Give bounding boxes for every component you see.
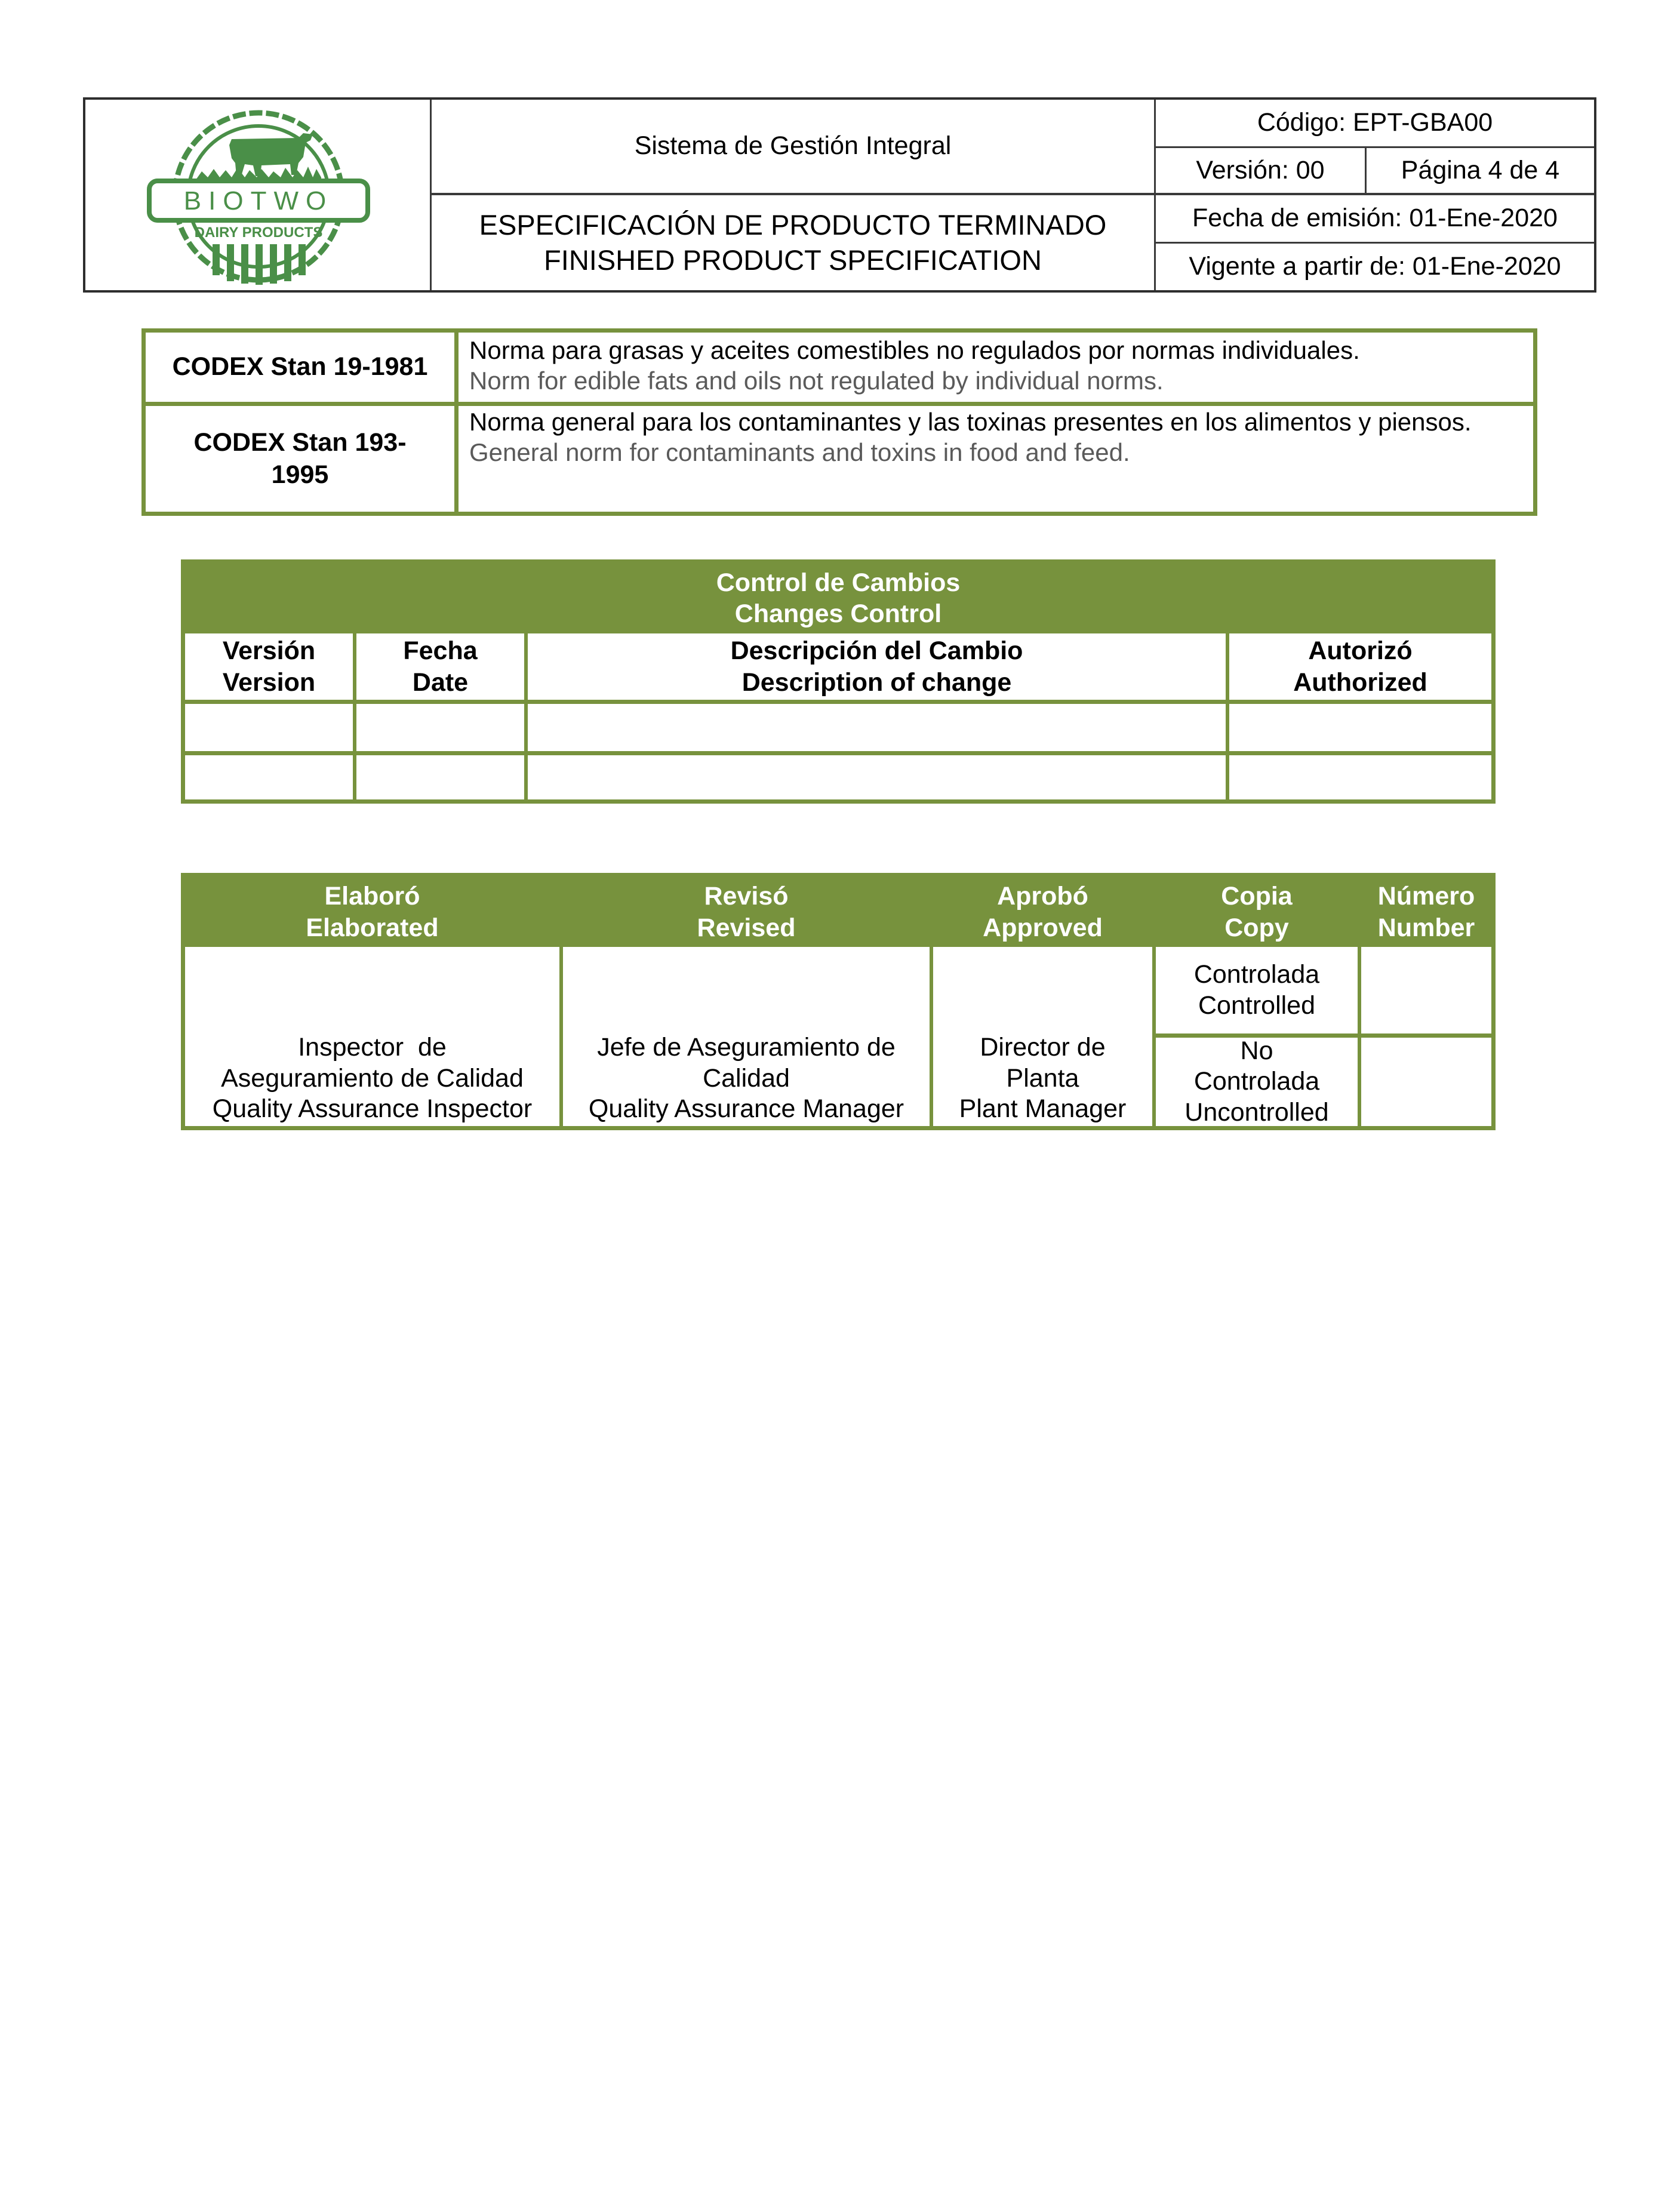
- column-header-number: [1361, 877, 1491, 947]
- codex-standard-code: CODEX Stan 193-: [193, 427, 407, 457]
- approval-signatures-table: [181, 873, 1496, 1130]
- column-header-date: [356, 633, 524, 700]
- codex-standards-table: [141, 328, 1537, 516]
- column-header-en: Version: [222, 668, 316, 697]
- table-row-description: [469, 335, 1526, 401]
- column-header-en: Revised: [697, 913, 796, 942]
- divider: [185, 751, 1491, 755]
- effective-date: [1156, 244, 1594, 290]
- column-header-copy: [1156, 877, 1358, 947]
- approved-signature-cell[interactable]: [933, 947, 1152, 1126]
- document-code-text: Código: EPT-GBA00: [1257, 108, 1493, 137]
- column-header-authorized: [1229, 633, 1491, 700]
- copy-type-es: No: [1240, 1036, 1273, 1065]
- divider: [146, 402, 1533, 406]
- system-name: [432, 100, 1154, 193]
- page-number: [1367, 148, 1594, 193]
- issue-date: [1156, 195, 1594, 242]
- column-header-description: [528, 633, 1226, 700]
- cell-authorized[interactable]: [1229, 755, 1491, 799]
- description-es: Norma para grasas y aceites comestibles no regulados por normas individuales.: [469, 336, 1360, 364]
- description-es: Norma general para los contaminantes y las toxinas presentes en los alimentos y piensos.: [469, 408, 1472, 436]
- description-en: Norm for edible fats and oils not regulated by individual norms.: [469, 367, 1164, 395]
- cell-version[interactable]: [185, 704, 353, 751]
- codex-standard-code: CODEX Stan 19-1981: [172, 352, 428, 382]
- number-uncontrolled-cell[interactable]: [1361, 1038, 1491, 1126]
- column-header-en: Description of change: [741, 668, 1012, 697]
- column-header-version: [185, 633, 353, 700]
- column-header-es: Descripción del Cambio: [730, 636, 1023, 666]
- column-header-es: Número: [1377, 882, 1475, 911]
- column-header-en: Copy: [1224, 913, 1289, 942]
- copy-type-es-cont: Controlada: [1193, 1067, 1320, 1096]
- change-control-title-en: Changes Control: [734, 599, 942, 628]
- document-version-text: Versión: 00: [1196, 155, 1325, 184]
- table-row: [185, 704, 1491, 751]
- column-header-approved: [933, 877, 1152, 947]
- column-header-es: Autorizó: [1308, 636, 1413, 666]
- divider: [1152, 1033, 1491, 1038]
- document-version: [1156, 148, 1365, 193]
- company-logo: [142, 103, 375, 288]
- table-row-standard: [146, 333, 454, 402]
- cell-date[interactable]: [356, 704, 524, 751]
- column-header-es: Aprobó: [997, 882, 1088, 911]
- change-control-title-es: Control de Cambios: [716, 568, 961, 597]
- logo-tagline: DAIRY PRODUCTS: [194, 224, 323, 241]
- copy-type-en: Uncontrolled: [1184, 1097, 1329, 1127]
- change-control-table: [181, 559, 1496, 804]
- column-header-en: Approved: [983, 913, 1103, 942]
- table-row-standard: [146, 406, 454, 512]
- effective-date-text: Vigente a partir de: 01-Ene-2020: [1189, 252, 1561, 281]
- column-header-es: Copia: [1221, 882, 1293, 911]
- column-header-en: Date: [412, 668, 469, 697]
- column-header-en: Elaborated: [306, 913, 439, 942]
- column-header-es: Elaboró: [324, 882, 420, 911]
- copy-uncontrolled-cell: [1156, 1038, 1358, 1126]
- document-header: [83, 97, 1596, 293]
- document-code: [1156, 100, 1594, 146]
- column-header-es: Versión: [222, 636, 316, 666]
- role-es: Director de: [980, 1033, 1106, 1062]
- role-es-cont: Planta: [1006, 1063, 1079, 1093]
- role-es: Jefe de Aseguramiento de: [597, 1033, 896, 1062]
- role-es: Inspector de: [298, 1033, 447, 1062]
- divider: [454, 333, 459, 512]
- codex-standard-code-cont: 1995: [271, 460, 329, 489]
- column-header-en: Authorized: [1293, 668, 1427, 697]
- copy-controlled-cell: [1156, 947, 1358, 1033]
- document-title: [432, 195, 1154, 290]
- role-en: Quality Assurance Manager: [588, 1094, 904, 1124]
- role-es-cont: Aseguramiento de Calidad: [221, 1063, 524, 1093]
- issue-date-text: Fecha de emisión: 01-Ene-2020: [1192, 204, 1558, 233]
- system-name-text: Sistema de Gestión Integral: [634, 131, 952, 161]
- role-en: Plant Manager: [959, 1094, 1127, 1124]
- table-row-description: [469, 407, 1526, 512]
- cell-authorized[interactable]: [1229, 704, 1491, 751]
- column-header-revised: [563, 877, 930, 947]
- cell-date[interactable]: [356, 755, 524, 799]
- column-header-es: Revisó: [704, 882, 789, 911]
- column-header-elaborated: [185, 877, 559, 947]
- cell-description[interactable]: [528, 755, 1226, 799]
- title-es: ESPECIFICACIÓN DE PRODUCTO TERMINADO: [479, 208, 1107, 241]
- elaborated-signature-cell[interactable]: [185, 947, 559, 1126]
- cell-version[interactable]: [185, 755, 353, 799]
- number-controlled-cell[interactable]: [1361, 947, 1491, 1033]
- copy-type-es: Controlada: [1193, 959, 1320, 989]
- page-number-text: Página 4 de 4: [1401, 155, 1560, 184]
- divider: [185, 700, 1491, 704]
- role-en: Quality Assurance Inspector: [212, 1094, 533, 1124]
- column-header-en: Number: [1377, 913, 1475, 942]
- column-header-es: Fecha: [403, 636, 478, 666]
- role-es-cont: Calidad: [703, 1063, 790, 1093]
- cell-description[interactable]: [528, 704, 1226, 751]
- table-row: [185, 755, 1491, 799]
- revised-signature-cell[interactable]: [563, 947, 930, 1126]
- title-en: FINISHED PRODUCT SPECIFICATION: [544, 244, 1042, 276]
- copy-type-en: Controlled: [1198, 991, 1315, 1020]
- description-en: General norm for contaminants and toxins in food and feed.: [469, 438, 1130, 467]
- logo-brand-name: BIOTWO: [183, 186, 334, 216]
- change-control-title: [184, 563, 1492, 633]
